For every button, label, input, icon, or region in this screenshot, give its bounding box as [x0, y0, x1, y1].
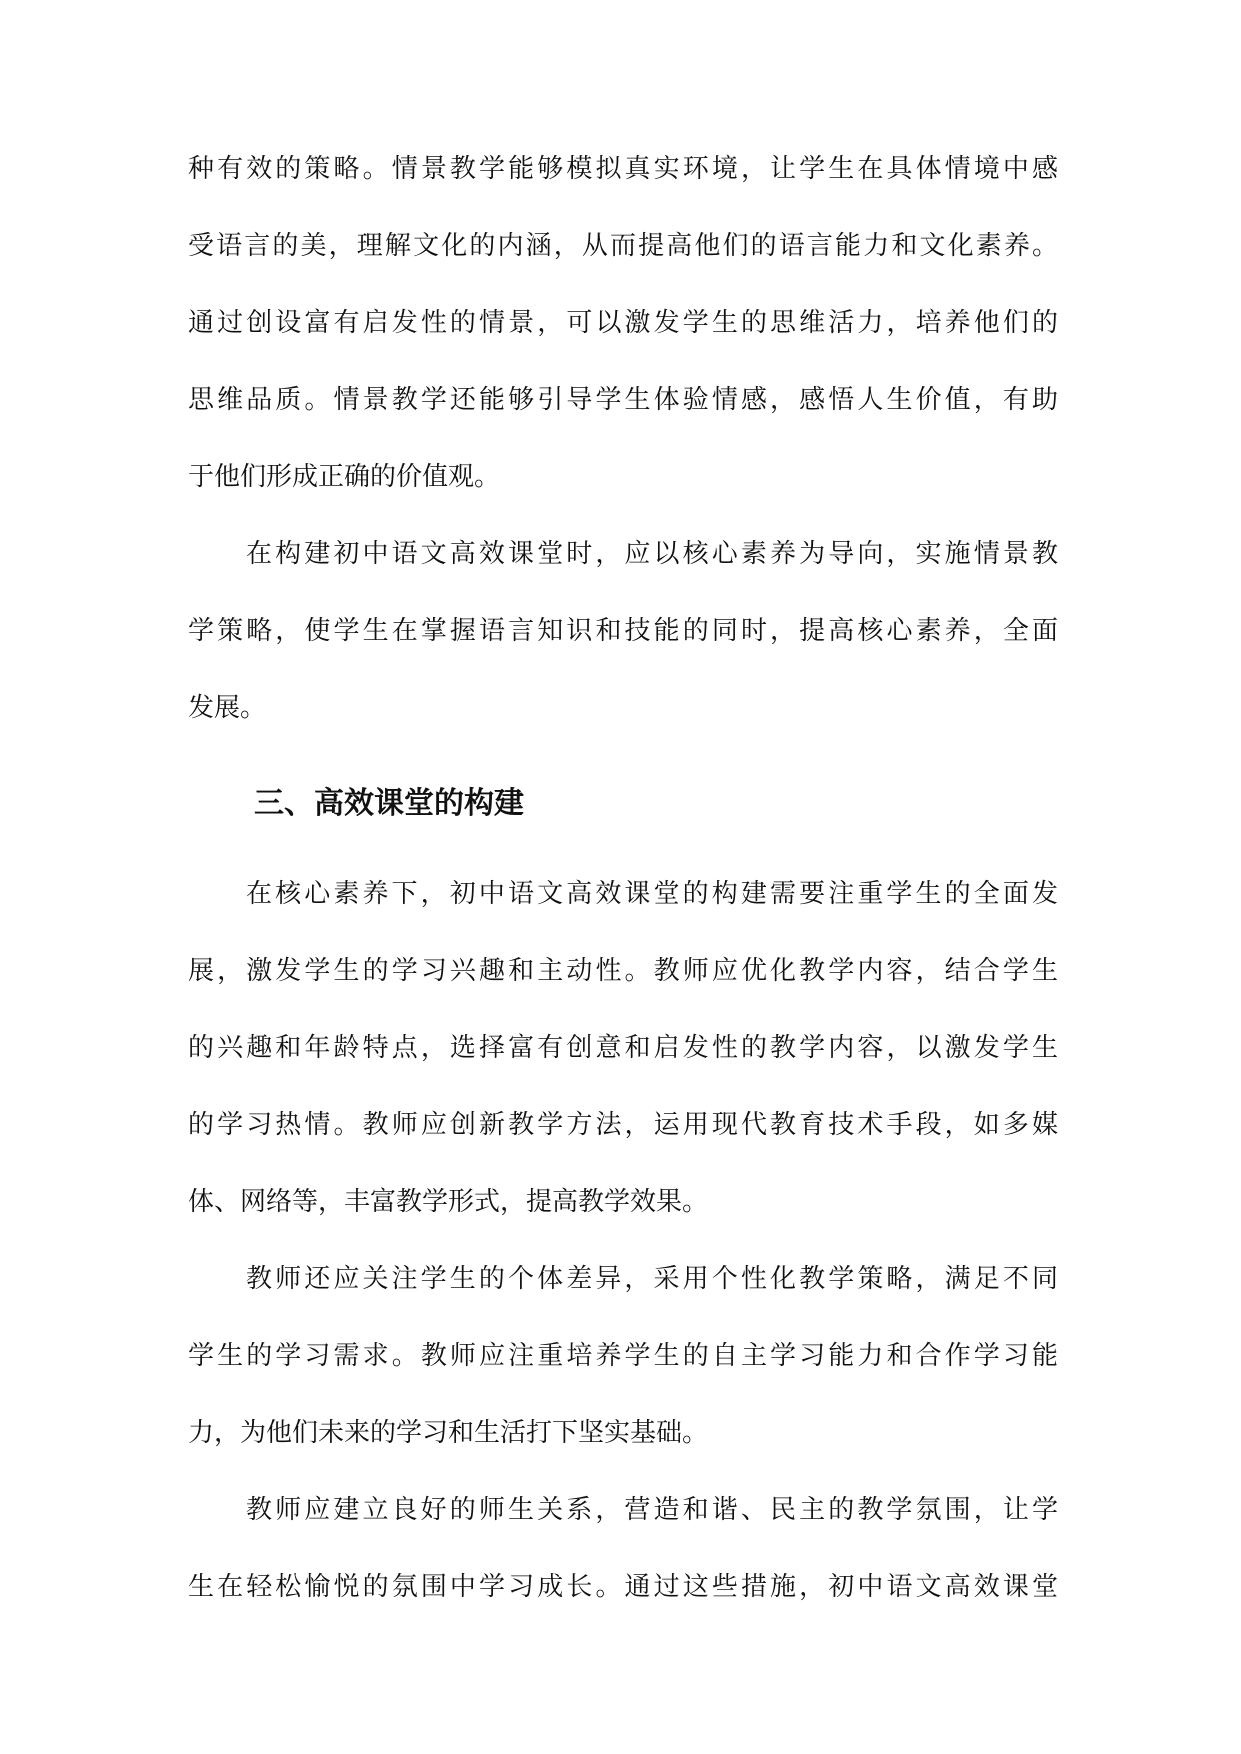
paragraph-line: 学生的学习需求。教师应注重培养学生的自主学习能力和合作学习能 [188, 1341, 1058, 1371]
paragraph-line: 教师应建立良好的师生关系，营造和谐、民主的教学氛围，让学 [246, 1495, 1058, 1525]
paragraph-line: 展，激发学生的学习兴趣和主动性。教师应优化教学内容，结合学生 [188, 956, 1058, 986]
paragraph-line: 在构建初中语文高效课堂时，应以核心素养为导向，实施情景教 [246, 539, 1058, 569]
paragraph-line: 通过创设富有启发性的情景，可以激发学生的思维活力，培养他们的 [188, 308, 1058, 338]
paragraph-line: 于他们形成正确的价值观。 [188, 462, 501, 492]
paragraph-line: 力，为他们未来的学习和生活打下坚实基础。 [188, 1418, 709, 1448]
paragraph-line: 的学习热情。教师应创新教学方法，运用现代教育技术手段，如多媒 [188, 1110, 1058, 1140]
section-heading: 三、高效课堂的构建 [254, 786, 524, 821]
paragraph-line: 的兴趣和年龄特点，选择富有创意和启发性的教学内容，以激发学生 [188, 1033, 1058, 1063]
paragraph-line: 教师还应关注学生的个体差异，采用个性化教学策略，满足不同 [246, 1264, 1058, 1294]
paragraph-line: 学策略，使学生在掌握语言知识和技能的同时，提高核心素养，全面 [188, 616, 1058, 646]
paragraph-line: 受语言的美，理解文化的内涵，从而提高他们的语言能力和文化素养。 [188, 231, 1058, 261]
paragraph-line: 体、网络等，丰富教学形式，提高教学效果。 [188, 1187, 709, 1217]
paragraph-line: 思维品质。情景教学还能够引导学生体验情感，感悟人生价值，有助 [188, 385, 1058, 415]
paragraph-line: 在核心素养下，初中语文高效课堂的构建需要注重学生的全面发 [246, 879, 1058, 909]
paragraph-line: 生在轻松愉悦的氛围中学习成长。通过这些措施，初中语文高效课堂 [188, 1572, 1058, 1602]
paragraph-line: 种有效的策略。情景教学能够模拟真实环境，让学生在具体情境中感 [188, 154, 1058, 184]
paragraph-line: 发展。 [188, 693, 267, 723]
